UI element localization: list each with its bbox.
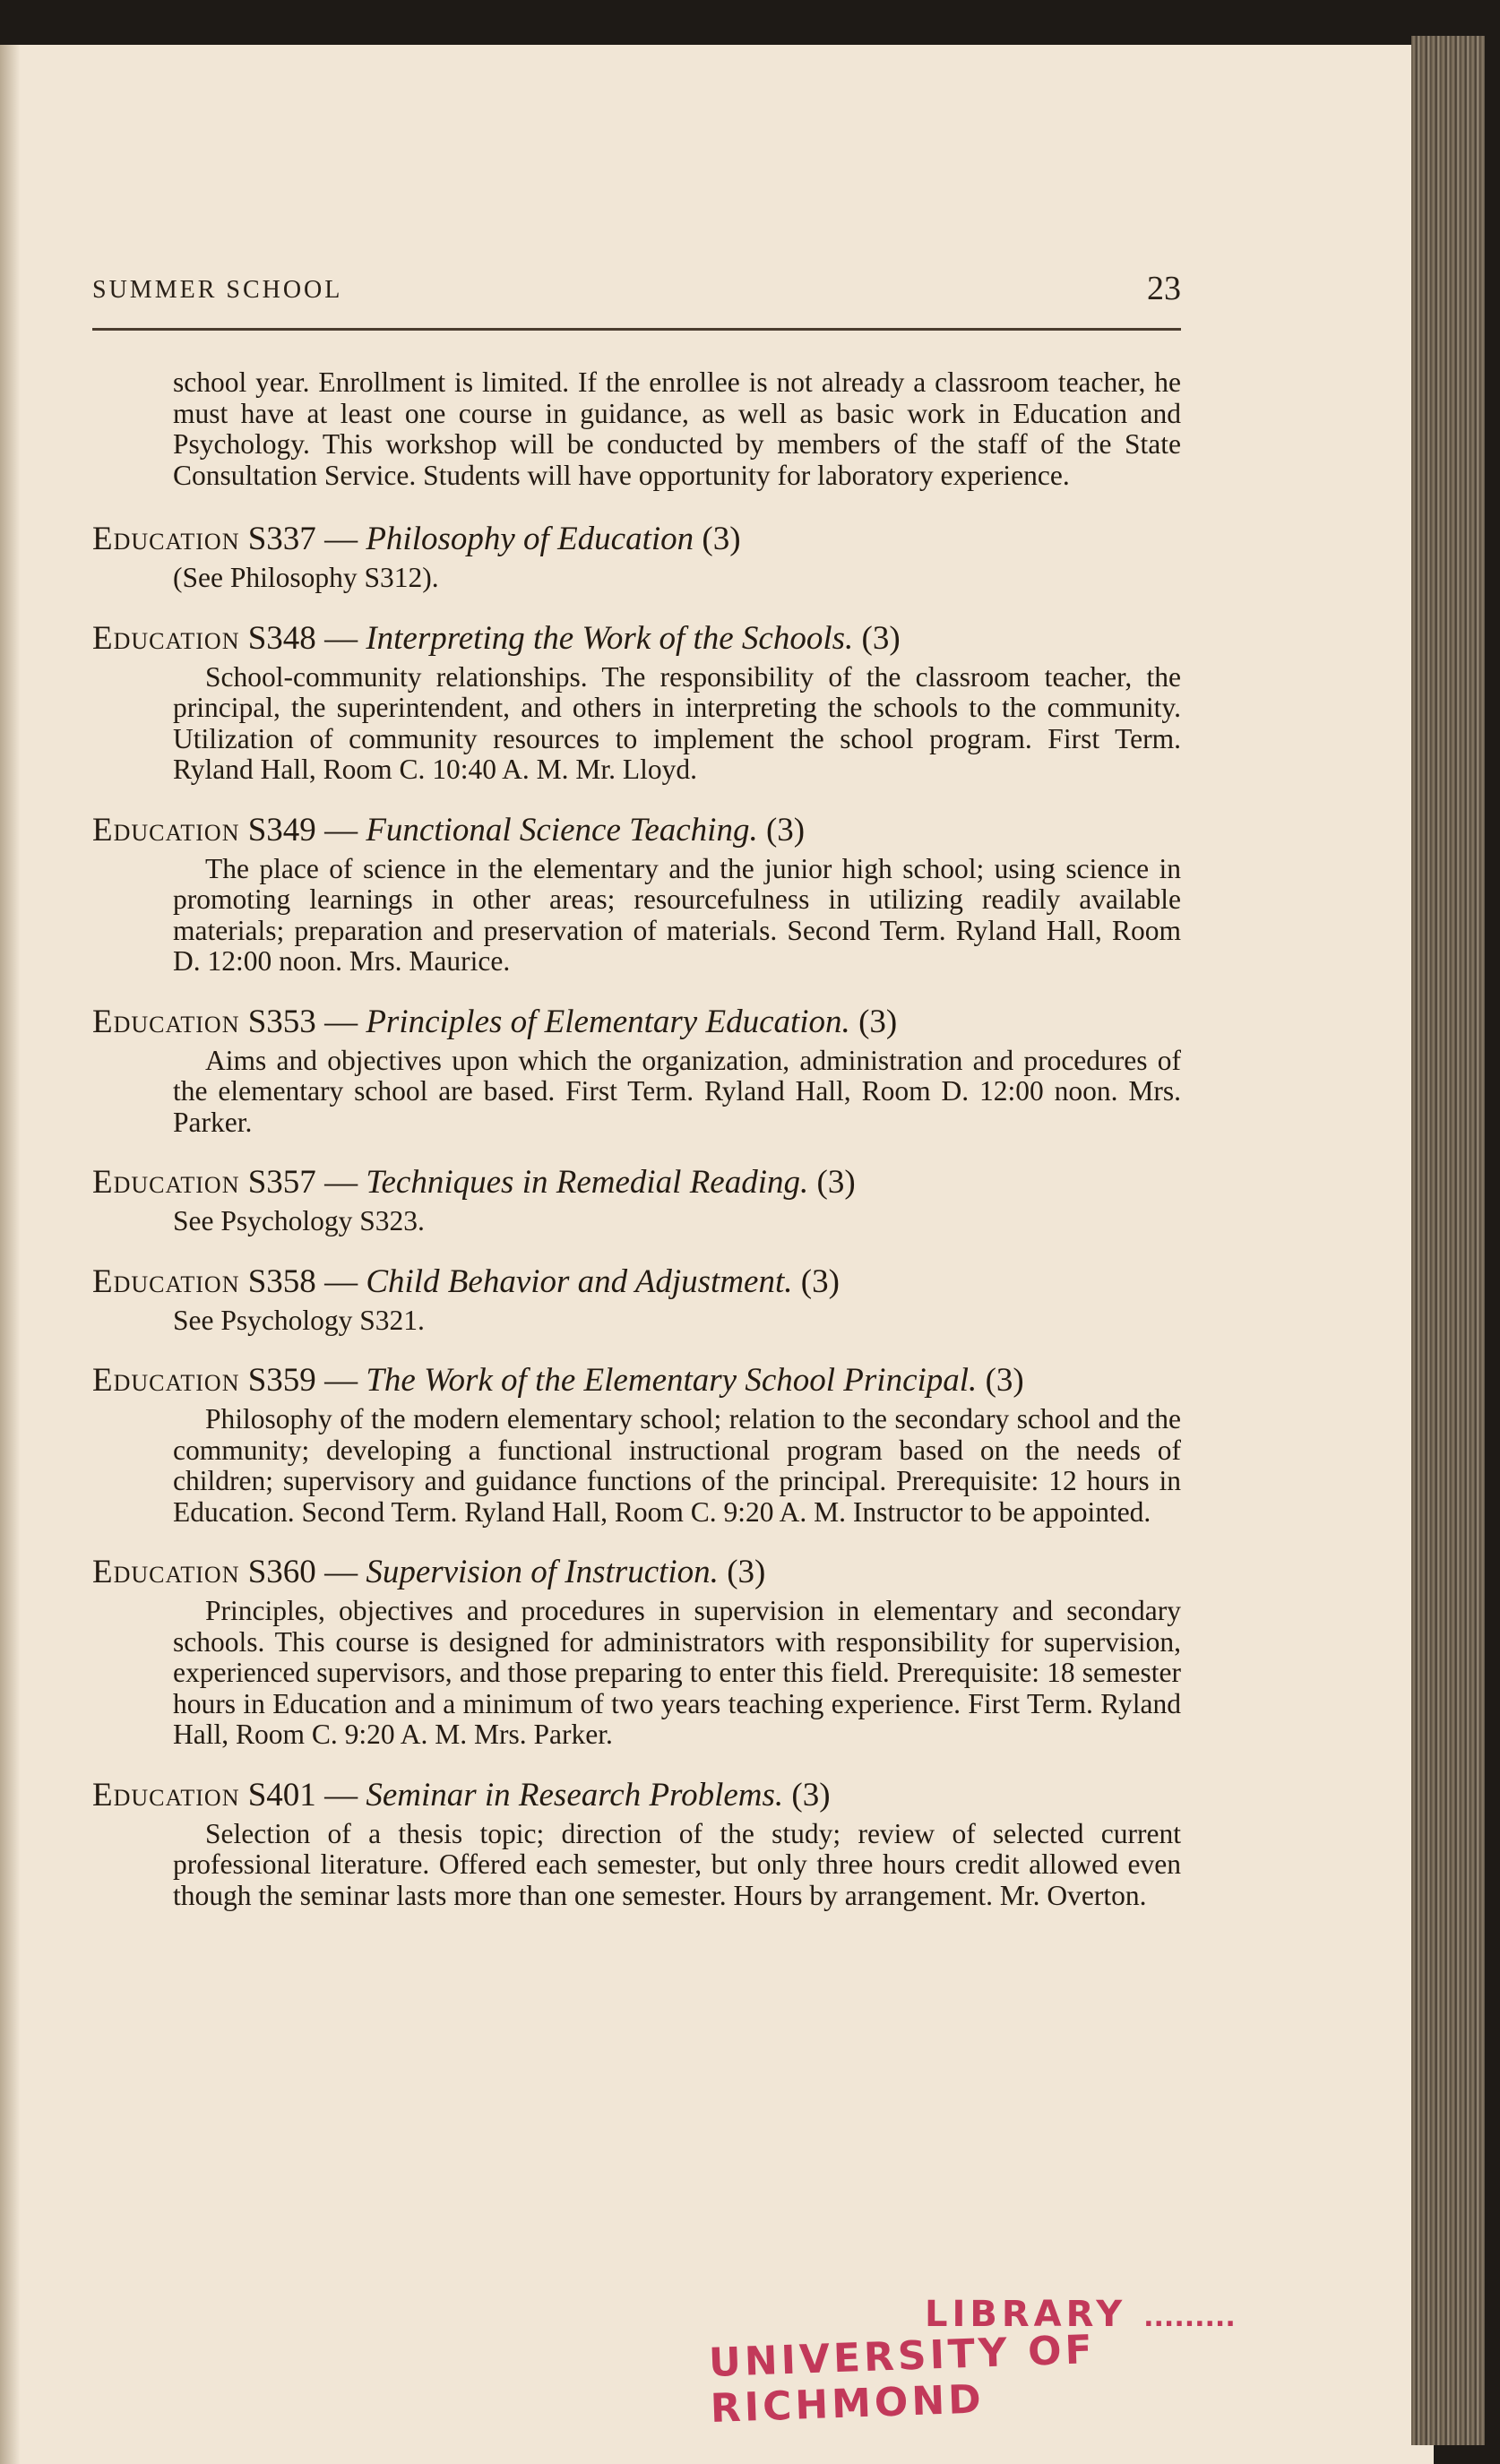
course-title: Principles of Elementary Education. <box>366 1003 850 1040</box>
course-credits: (3) <box>727 1554 766 1590</box>
course-department: Education <box>92 1164 240 1201</box>
course-entry <box>92 811 1181 978</box>
course-department: Education <box>92 1554 240 1590</box>
course-entry <box>92 1361 1181 1528</box>
course-number: S337 <box>247 521 316 557</box>
course-title: Seminar in Research Problems. <box>366 1776 784 1814</box>
course-number: S358 <box>247 1262 316 1300</box>
page-body <box>92 367 1181 1936</box>
course-department: Education <box>92 1262 240 1300</box>
course-department: Education <box>92 811 240 849</box>
course-number: S401 <box>247 1776 316 1814</box>
course-description: Philosophy of the modern elementary school; relation to the secondary school and the community; developing a functional instructional program based on the needs of children; supervisory and guidance functions of the principal. Prerequisite: 12 hours in Education. Second Term. Ryland Hall, Room C. 9:20 A. M. Instructor to be appointed. <box>173 1403 1181 1528</box>
course-credits: (3) <box>858 1003 898 1040</box>
course-number: S360 <box>247 1554 316 1590</box>
course-entry <box>92 619 1181 786</box>
course-entry <box>92 1262 1181 1337</box>
course-number: S353 <box>247 1003 316 1040</box>
course-credits: (3) <box>800 1262 840 1300</box>
course-title: Techniques in Remedial Reading. <box>366 1164 809 1201</box>
course-department: Education <box>92 1003 240 1040</box>
course-title: Interpreting the Work of the Schools. <box>366 619 854 657</box>
course-description: See Psychology S321. <box>173 1304 425 1336</box>
course-entry <box>92 1776 1181 1912</box>
course-heading: Education S337 — Philosophy of Education (3) <box>92 521 741 557</box>
course-heading: Education S401 — Seminar in Research Problems. (3) <box>92 1776 831 1814</box>
course-department: Education <box>92 1776 240 1814</box>
course-heading: Education S358 — Child Behavior and Adjustment. (3) <box>92 1262 840 1300</box>
course-number: S359 <box>247 1362 316 1399</box>
course-entry <box>92 1163 1181 1237</box>
course-title: The Work of the Elementary School Principal. <box>366 1362 978 1399</box>
course-number: S357 <box>247 1164 316 1201</box>
running-head-title: SUMMER SCHOOL <box>92 276 343 304</box>
course-entry <box>92 520 1181 594</box>
course-description: The place of science in the elementary and the junior high school; using science in promoting learnings in other areas; resourcefulness in utilizing readily available materials; preparation and preservation of materials. Second Term. Ryland Hall, Room D. 12:00 noon. Mrs. Maurice. <box>173 852 1181 977</box>
course-credits: (3) <box>765 811 806 849</box>
library-stamp: LIBRARY ......... UNIVERSITY OF RICHMOND <box>710 2294 1337 2419</box>
course-title: Child Behavior and Adjustment. <box>366 1262 793 1300</box>
course-number: S349 <box>247 811 316 849</box>
course-title: Supervision of Instruction. <box>366 1554 719 1590</box>
course-department: Education <box>92 1362 240 1399</box>
page-number: 23 <box>1147 270 1181 307</box>
course-department: Education <box>92 521 240 557</box>
header-rule <box>92 328 1181 331</box>
course-credits: (3) <box>985 1362 1024 1399</box>
course-department: Education <box>92 619 240 657</box>
course-title: Philosophy of Education <box>366 521 694 557</box>
book-binding-edge <box>1411 36 1485 2445</box>
course-title: Functional Science Teaching. <box>366 811 758 849</box>
course-credits: (3) <box>702 521 741 557</box>
stamp-line-university: UNIVERSITY OF RICHMOND <box>708 2326 1097 2432</box>
course-number: S348 <box>247 619 316 657</box>
course-description: Principles, objectives and procedures in supervision in elementary and secondary schools. This course is designed for administrators with responsibility for supervision, experienced supervisors, and those preparing to enter this field. Prerequisite: 18 semester hours in Education and a minimum of two years teaching experience. First Term. Ryland Hall, Room C. 9:20 A. M. Mrs. Parker. <box>173 1595 1181 1750</box>
continued-paragraph: school year. Enrollment is limited. If the enrollee is not already a classroom teacher, he must have at least one course in guidance, as well as basic work in Education and Psychology. This workshop will be conducted by members of the staff of the State Consultation Service. Students will have opportunity for laboratory experience. <box>173 366 1181 491</box>
course-entry <box>92 1553 1181 1751</box>
course-credits: (3) <box>861 619 901 657</box>
course-description: School-community relationships. The responsibility of the classroom teacher, the principal, the superintendent, and others in interpreting the schools to the community. Utilization of community resources to implement the school program. First Term. Ryland Hall, Room C. 10:40 A. M. Mr. Lloyd. <box>173 660 1181 785</box>
course-description: (See Philosophy S312). <box>173 562 439 593</box>
course-description: Selection of a thesis topic; direction of the study; review of selected current professional literature. Offered each semester, but only three hours credit allowed even though the seminar lasts more than one semester. Hours by arrangement. Mr. Overton. <box>173 1817 1181 1911</box>
course-heading: Education S359 — The Work of the Elementary School Principal. (3) <box>92 1362 1024 1399</box>
course-description: Aims and objectives upon which the organization, administration and procedures of the elementary school are based. First Term. Ryland Hall, Room D. 12:00 noon. Mrs. Parker. <box>173 1044 1181 1138</box>
course-entry <box>92 1003 1181 1139</box>
course-heading: Education S360 — Supervision of Instruction. (3) <box>92 1554 766 1590</box>
course-description: See Psychology S323. <box>173 1205 425 1236</box>
course-heading: Education S348 — Interpreting the Work of the Schools. (3) <box>92 619 901 657</box>
stamp-line-library: LIBRARY <box>925 2294 1127 2335</box>
course-heading: Education S357 — Techniques in Remedial Reading. (3) <box>92 1164 856 1201</box>
course-heading: Education S353 — Principles of Elementary Education. (3) <box>92 1003 898 1040</box>
course-credits: (3) <box>816 1164 856 1201</box>
course-credits: (3) <box>791 1776 831 1814</box>
course-heading: Education S349 — Functional Science Teaching. (3) <box>92 811 806 849</box>
